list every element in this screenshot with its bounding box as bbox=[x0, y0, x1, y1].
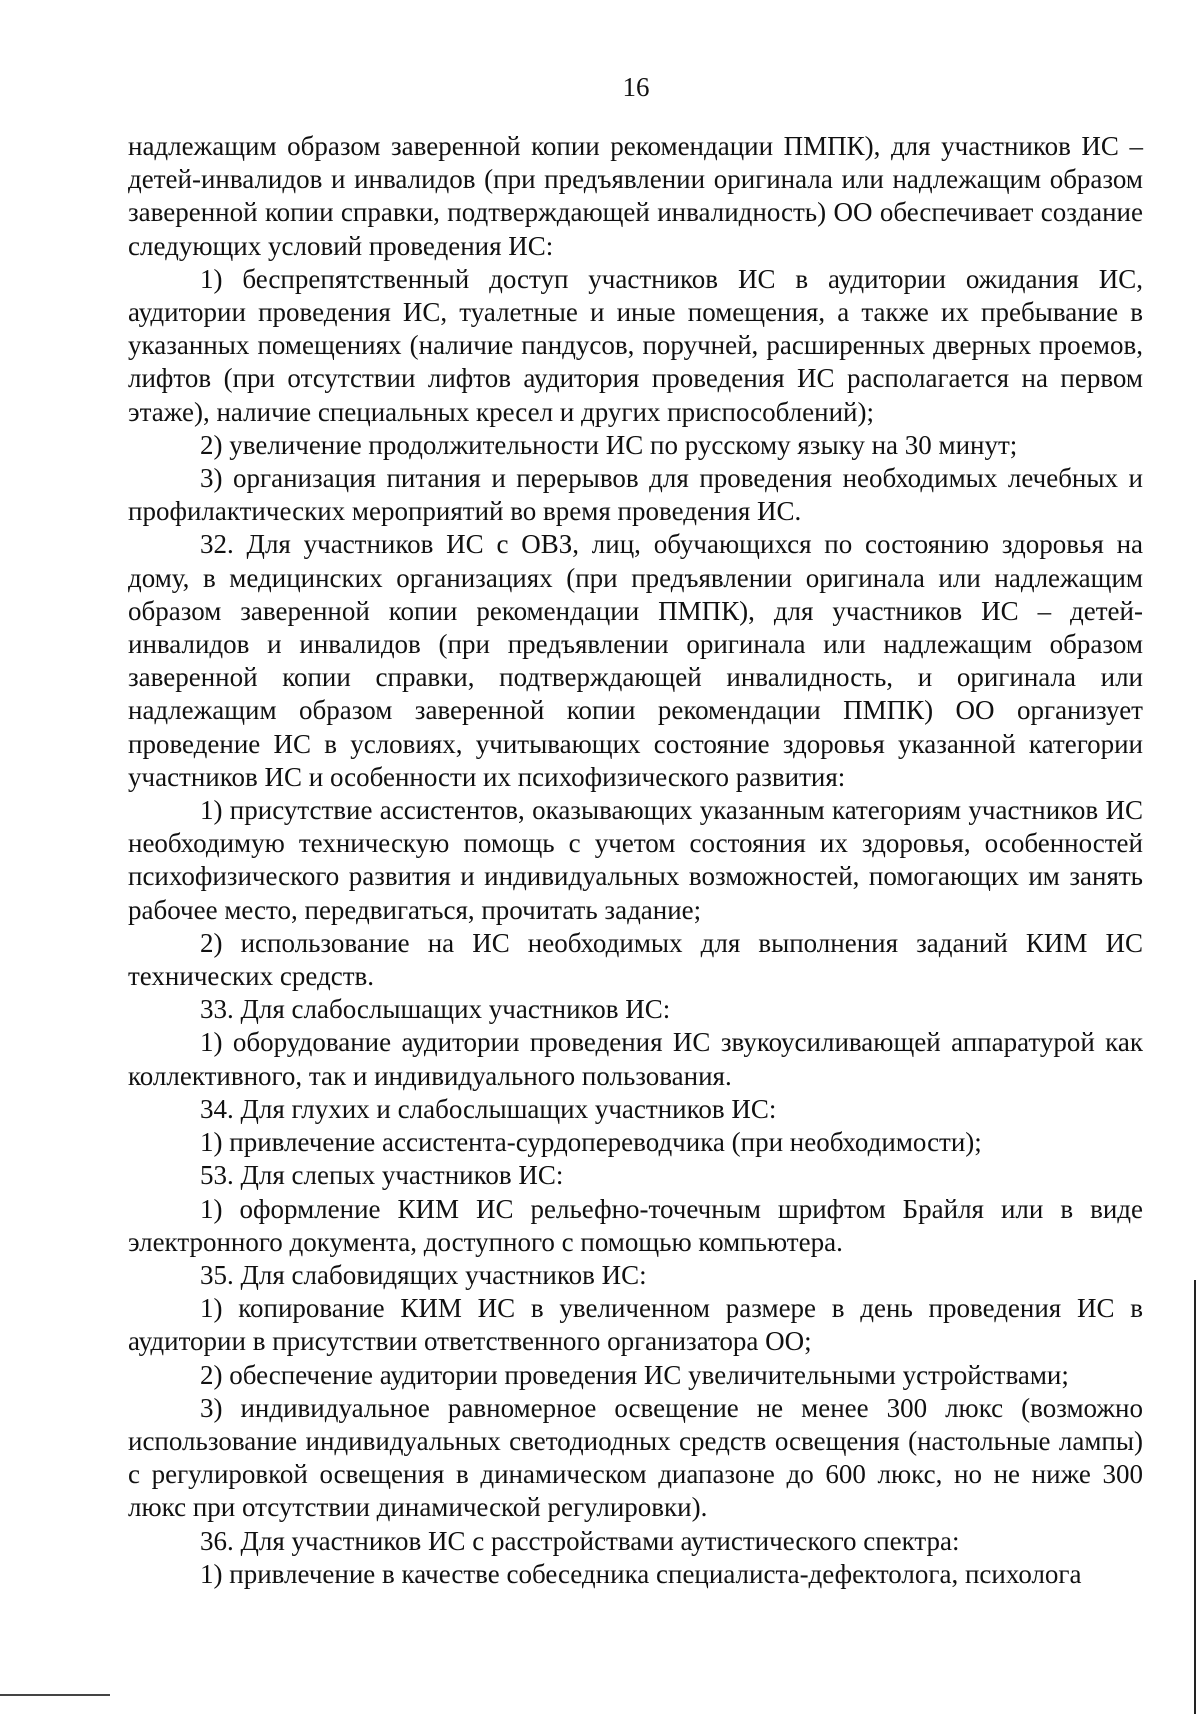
paragraph: 35. Для слабовидящих участников ИС: bbox=[200, 1259, 647, 1290]
paragraph: 1) оборудование аудитории проведения ИС звукоусиливающей аппаратурой как коллективного, так и индивидуального пользования. bbox=[128, 1027, 1143, 1091]
paragraph: 1) привлечение ассистента-сурдопереводчика (при необходимости); bbox=[200, 1127, 982, 1158]
paragraph: 1) оформление КИМ ИС рельефно-точечным шрифтом Брайля или в виде электронного документа, доступного с помощью компьютера. bbox=[128, 1193, 1143, 1257]
paragraph: 34. Для глухих и слабослышащих участников ИС: bbox=[200, 1093, 777, 1124]
document-body bbox=[128, 130, 1143, 1591]
paragraph: 32. Для участников ИС с ОВЗ, лиц, обучающихся по состоянию здоровья на дому, в медицинских организациях (при предъявлении оригинала или надлежащим образом заверенной копии рекомендации ПМПК), для участников ИС – детей-инвалидов и инвалидов (при предъявлении оригинала или надлежащим образом заверенной копии справки, подтверждающей инвалидность, и оригинала или надлежащим образом заверенной копии рекомендации ПМПК) ОО организует проведение ИС в условиях, учитывающих состояние здоровья указанной категории участников ИС и особенности их психофизического развития: bbox=[128, 529, 1143, 792]
paragraph: 33. Для слабослышащих участников ИС: bbox=[200, 994, 671, 1025]
page-number: 16 bbox=[622, 72, 650, 102]
paragraph: надлежащим образом заверенной копии рекомендации ПМПК), для участников ИС – детей-инвалидов и инвалидов (при предъявлении оригинала или надлежащим образом заверенной копии справки, подтверждающей инвалидность) ОО обеспечивает создание следующих условий проведения ИС: bbox=[128, 131, 1143, 261]
paragraph: 1) копирование КИМ ИС в увеличенном размере в день проведения ИС в аудитории в присутствии ответственного организатора ОО; bbox=[128, 1293, 1143, 1357]
paragraph: 2) увеличение продолжительности ИС по русскому языку на 30 минут; bbox=[200, 429, 1018, 460]
scan-edge-line bbox=[0, 1694, 110, 1696]
paragraph: 1) беспрепятственный доступ участников ИС в аудитории ожидания ИС, аудитории проведения ИС, туалетные и иные помещения, а также их пребывание в указанных помещениях (наличие пандусов, поручней, расширенных дверных проемов, лифтов (при отсутствии лифтов аудитория проведения ИС располагается на первом этаже), наличие специальных кресел и других приспособлений); bbox=[128, 263, 1143, 427]
paragraph: 1) привлечение в качестве собеседника специалиста-дефектолога, психолога bbox=[200, 1558, 1082, 1589]
scan-edge-line bbox=[1194, 1280, 1196, 1714]
paragraph: 1) присутствие ассистентов, оказывающих указанным категориям участников ИС необходимую техническую помощь с учетом состояния их здоровья, особенностей психофизического развития и индивидуальных возможностей, помогающих им занять рабочее место, передвигаться, прочитать задание; bbox=[128, 795, 1143, 925]
paragraph: 36. Для участников ИС с расстройствами аутистического спектра: bbox=[200, 1525, 960, 1556]
paragraph: 53. Для слепых участников ИС: bbox=[200, 1160, 564, 1191]
paragraph: 3) индивидуальное равномерное освещение не менее 300 люкс (возможно использование индивидуальных светодиодных средств освещения (настольные лампы) с регулировкой освещения в динамическом диапазоне до 600 люкс, но не ниже 300 люкс при отсутствии динамической регулировки). bbox=[128, 1392, 1143, 1523]
paragraph: 2) использование на ИС необходимых для выполнения заданий КИМ ИС технических средств. bbox=[128, 927, 1143, 992]
paragraph: 2) обеспечение аудитории проведения ИС увеличительными устройствами; bbox=[200, 1359, 1069, 1390]
paragraph: 3) организация питания и перерывов для проведения необходимых лечебных и профилактических мероприятий во время проведения ИС. bbox=[128, 463, 1143, 527]
